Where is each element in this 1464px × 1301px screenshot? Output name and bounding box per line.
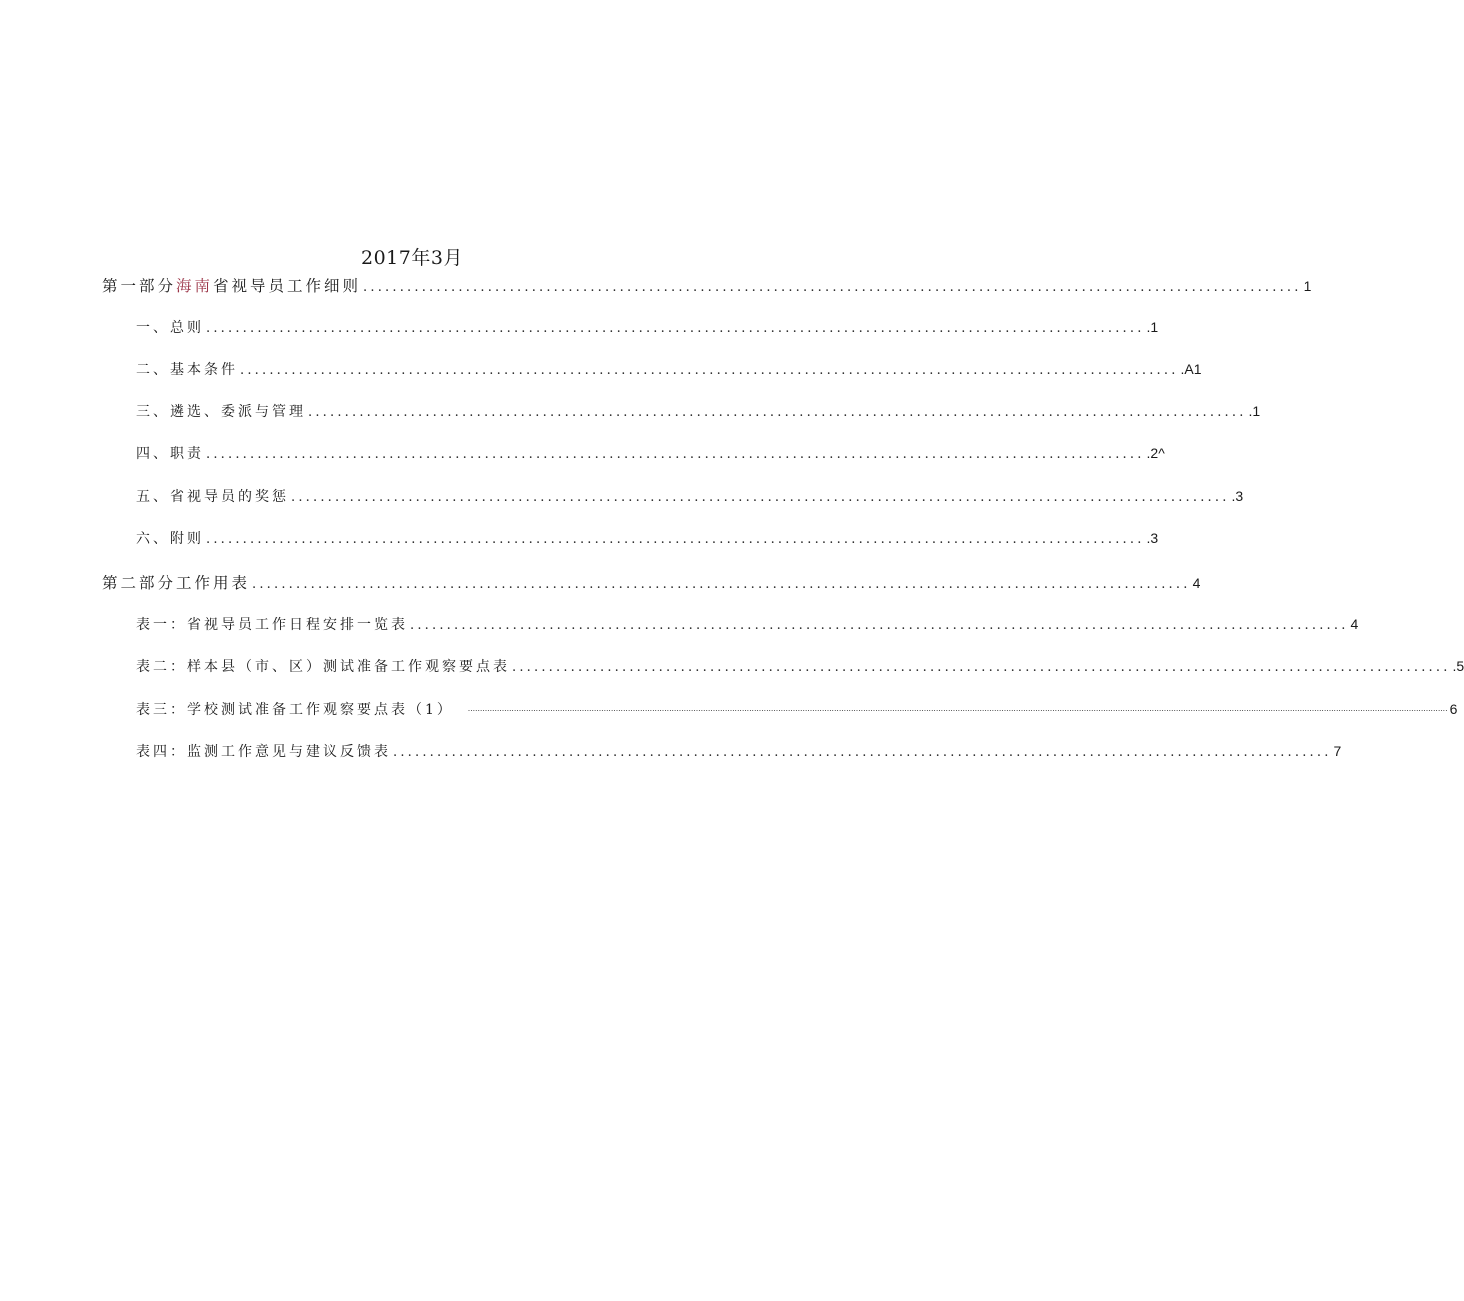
toc-entry[interactable]	[136, 656, 1464, 678]
toc-entry-title: 第二部分工作用表	[102, 574, 251, 592]
toc-entry[interactable]	[136, 401, 1261, 423]
toc-page-number: .2^	[1146, 445, 1165, 461]
toc-leader-dots: ................................................................................................................................	[308, 405, 1247, 420]
toc-entry[interactable]	[136, 443, 1165, 465]
toc-entry[interactable]	[136, 614, 1359, 636]
toc-page-number: 7	[1333, 743, 1342, 759]
toc-entry[interactable]	[136, 528, 1159, 550]
toc-entry[interactable]	[136, 741, 1342, 763]
toc-entry-title: 五、省视导员的奖惩	[136, 489, 289, 505]
toc-leader-dots: ................................................................................................................................	[240, 363, 1179, 378]
toc-leader-dots: ................................................................................................................................	[206, 532, 1145, 547]
toc-entry-title: 二、基本条件	[136, 362, 238, 378]
toc-entry-title: 四、职责	[136, 446, 204, 462]
toc-page-number: .5	[1452, 658, 1464, 674]
toc-page-number: .1	[1146, 319, 1159, 335]
toc-leader-dots: ....................................................................................................................................................................................................................................................................................................................................................................................................................	[467, 705, 1448, 713]
toc-leader-dots: ................................................................................................................................	[410, 618, 1349, 633]
toc-entry-title: 第一部分海南省视导员工作细则	[102, 277, 362, 295]
toc-leader-dots: ................................................................................................................................	[363, 280, 1302, 295]
toc-entry[interactable]	[136, 359, 1202, 381]
toc-page-number: .3	[1231, 488, 1244, 504]
toc-entry[interactable]	[102, 571, 1201, 593]
toc-page-number: .1	[1248, 403, 1261, 419]
toc-leader-dots: ................................................................................................................................	[291, 490, 1230, 505]
toc-leader-dots: ................................................................................................................................	[393, 745, 1332, 760]
toc-entry[interactable]	[136, 317, 1159, 339]
toc-page-number: .A1	[1180, 361, 1202, 377]
toc-entry[interactable]	[102, 274, 1312, 296]
toc-entry-title: 一、总则	[136, 320, 204, 336]
toc-leader-dots: ................................................................................................................................	[252, 577, 1191, 592]
toc-entry-title: 表四：监测工作意见与建议反馈表	[136, 744, 391, 760]
toc-page-number: .3	[1146, 530, 1159, 546]
toc-page-number: 4	[1192, 575, 1201, 591]
toc-entry-title: 表二：样本县（市、区）测试准备工作观察要点表	[136, 659, 510, 675]
toc-entry-title: 表一：省视导员工作日程安排一览表	[136, 617, 408, 633]
toc-entry[interactable]	[136, 699, 1458, 721]
toc-page-number: 4	[1350, 616, 1359, 632]
toc-leader-dots: ................................................................................................................................	[206, 321, 1145, 336]
toc-entry-title: 表三：学校测试准备工作观察要点表（1）	[136, 702, 454, 718]
toc-entry-title: 三、遴选、委派与管理	[136, 404, 306, 420]
toc-leader-dots: ................................................................................................................................	[206, 447, 1145, 462]
document-date: 2017年3月	[361, 247, 463, 269]
toc-entry-title: 六、附则	[136, 531, 204, 547]
toc-entry[interactable]	[136, 486, 1244, 508]
toc-leader-dots: ................................................................................................................................	[512, 660, 1451, 675]
toc-entry-highlight: 海南	[176, 277, 214, 295]
toc-page-number: 6	[1449, 701, 1458, 717]
toc-page-number: 1	[1303, 278, 1312, 294]
